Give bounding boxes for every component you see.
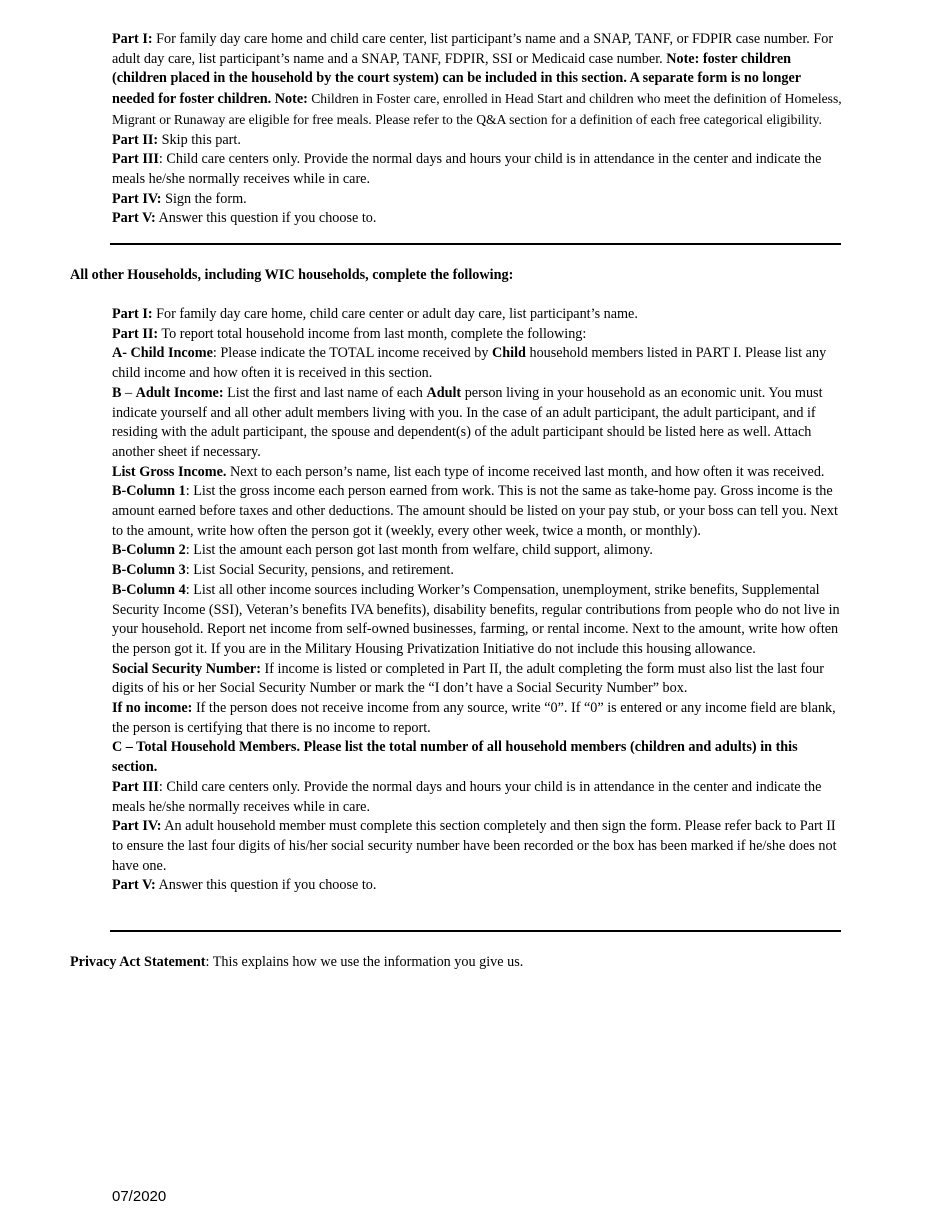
s2-gross-income: List Gross Income. Next to each person’s name, list each type of income received last month, and how often it was received. [112, 463, 825, 480]
s2-no-income: If no income: If the person does not receive income from any source, write “0”. If “0” is entered or any income field are blank, the person is certifying that there is no income to report. [112, 700, 836, 736]
categorical-instructions [112, 30, 842, 229]
s2-part3: Part III: Child care centers only. Provide the normal days and hours your child is in attendance in the center and indicate the meals he/she normally receives while in care. [112, 778, 822, 815]
s2-child-income: A- Child Income: Please indicate the TOTAL income received by Child household members listed in PART I. Please list any child income and how often it is received in this section. [112, 345, 827, 382]
section-heading: All other Households, including WIC households, complete the following: [70, 267, 514, 283]
s2-part2: Part II: To report total household income from last month, complete the following: [112, 325, 587, 342]
s1-part2: Part II: Skip this part. [112, 131, 241, 148]
s2-column-4: B-Column 4: List all other income sources including Worker’s Compensation, unemployment, strike benefits, Supplemental Security Income (SSI), Veteran’s benefits IVA benefits), disability benefits, regular contributions from people who do not live in your household. Report net income from self-owned businesses, farming, or rental income. Next to the amount, write how often the person got it. If you are in the Military Housing Privatization Initiative do not include this housing allowance. [112, 581, 840, 657]
s2-part5: Part V: Answer this question if you choose to. [112, 877, 377, 894]
s2-part4: Part IV: An adult household member must complete this section completely and then sign the form. Please refer back to Part II to ensure the last four digits of his/her social security number have been recorded or the box has been marked if he/she does not have one. [112, 818, 837, 874]
section-divider [110, 243, 841, 245]
s1-part4: Part IV: Sign the form. [112, 190, 247, 207]
s2-part1: Part I: For family day care home, child care center or adult day care, list participant’s name. [112, 306, 638, 322]
s2-column-2: B-Column 2: List the amount each person got last month from welfare, child support, alimony. [112, 542, 653, 559]
s2-column-1: B-Column 1: List the gross income each person earned from work. This is not the same as take-home pay. Gross income is the amount earned before taxes and other deductions. The amount should be listed on your pay stub, or your boss can tell you. Next to the amount, write how often the person got it (weekly, every other week, twice a month, or monthly). [112, 483, 838, 539]
section-divider [110, 930, 841, 932]
revision-date: 07/2020 [112, 1188, 167, 1205]
s1-part3: Part III: Child care centers only. Provide the normal days and hours your child is in attendance in the center and indicate the meals he/she normally receives while in care. [112, 151, 822, 187]
s2-adult-income: B – Adult Income: List the first and last name of each Adult person living in your household as an economic unit. You must indicate yourself and all other adult members living with you. In the case of an adult participant, the adult participant, and if residing with the adult participant, the spouse and dependent(s) of the adult participant should be listed here as well. Attach another sheet if necessary. [112, 384, 823, 460]
s1-part5: Part V: Answer this question if you choose to. [112, 210, 377, 227]
privacy-statement: Privacy Act Statement: This explains how we use the information you give us. [70, 954, 524, 970]
household-instructions [112, 305, 842, 896]
s2-total-members: C – Total Household Members. Please list the total number of all household members (children and adults) in this section. [112, 739, 798, 776]
s2-column-3: B-Column 3: List Social Security, pensions, and retirement. [112, 562, 454, 579]
s2-ssn: Social Security Number: If income is listed or completed in Part II, the adult completing the form must also list the last four digits of his or her Social Security Number or mark the “I don’t have a Social Security Number” box. [112, 660, 824, 697]
s1-part1: Part I: For family day care home and child care center, list participant’s name and a SNAP, TANF, or FDPIR case number. For adult day care, list participant’s name and a SNAP, TANF, FDPIR, SSI or Medicaid case number. Note: foster children (children placed in the household by the court system) can be included in this section. A separate form is no longer needed for foster children. Note: Children in Foster care, enrolled in Head Start and children who meet the definition of Homeless, Migrant or Runaway are eligible for free meals. Please refer to the Q&A section for a definition of each free categorical eligibility. [112, 31, 842, 127]
